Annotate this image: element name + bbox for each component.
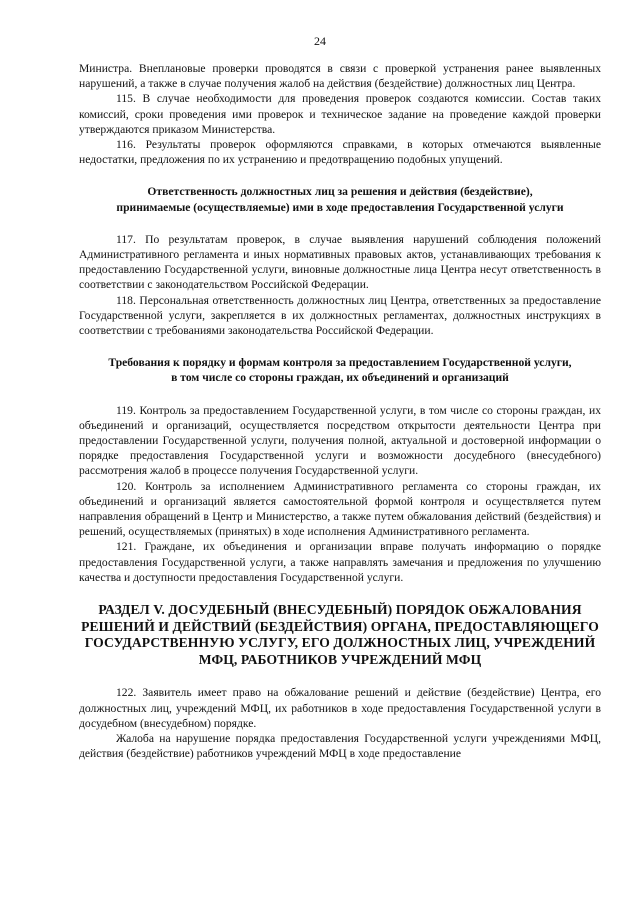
subheading-line: Ответственность должностных лиц за решения и действия (бездействие), [147, 185, 533, 199]
section-heading-v [79, 602, 601, 668]
subheading-line: принимаемые (осуществляемые) ими в ходе предоставления Государственной услуги [116, 200, 564, 214]
paragraph-122: 122. Заявитель имеет право на обжалование решений и действие (бездействие) Центра, его должностных лиц, учреждений МФЦ, их работников в ходе предоставления Государственной услуги в досудебном (внесудебном) порядке. [79, 686, 601, 730]
paragraph-121: 121. Граждане, их объединения и организации вправе получать информацию о порядке предоставления Государственной услуги, а также направлять замечания и предложения по улучшению качества и доступности предоставления Государственной услуги. [79, 540, 601, 584]
paragraph-115: 115. В случае необходимости для проведения проверок создаются комиссии. Состав таких комиссий, сроки проведения ими проверок и техническое задание на проведение каждой проверки утверждаются приказом Министерства. [79, 92, 601, 136]
section-heading-line: РАЗДЕЛ V. ДОСУДЕБНЫЙ (ВНЕСУДЕБНЫЙ) ПОРЯДОК ОБЖАЛОВАНИЯ [98, 602, 582, 618]
paragraph-117: 117. По результатам проверок, в случае выявления нарушений соблюдения положений Административного регламента и иных нормативных правовых актов, устанавливающих требования к предоставлению Государственной услуги, виновные должностные лица Центра несут ответственность в соответствии с законодательством Российской Федерации. [79, 232, 601, 292]
paragraph-complaint: Жалоба на нарушение порядка предоставления Государственной услуги учреждениями МФЦ, действия (бездействие) работников учреждений МФЦ в ходе предоставление [79, 732, 601, 761]
subheading-line: Требования к порядку и формам контроля за предоставлением Государственной услуги, [108, 356, 572, 370]
section-heading-line: ГОСУДАРСТВЕННУЮ УСЛУГУ, ЕГО ДОЛЖНОСТНЫХ ЛИЦ, УЧРЕЖДЕНИЙ [84, 635, 596, 651]
subheading-control-requirements [79, 355, 601, 385]
paragraph-119: 119. Контроль за предоставлением Государственной услуги, в том числе со стороны граждан, их объединений и организаций, осуществляется посредством открытости деятельности Центра при предоставлении Государственной услуги, получения полной, актуальной и достоверной информации о порядке предоставления Государственной услуги и возможности досудебного (внесудебного) рассмотрения жалоб в процессе получения Государственной услуги. [79, 403, 601, 478]
paragraph-continuation: Министра. Внеплановые проверки проводятся в связи с проверкой устранения ранее выявленных нарушений, а также в случае получения жалоб на действия (бездействие) должностных лиц Центра. [79, 62, 601, 91]
paragraph-118: 118. Персональная ответственность должностных лиц Центра, ответственных за предоставление Государственной услуги, закрепляется в их должностных регламентах, должностных инструкциях в соответствии с требованиями законодательства Российской Федерации. [79, 293, 601, 338]
document-body [79, 61, 601, 761]
page-number: 24 [314, 34, 326, 48]
subheading-line: в том числе со стороны граждан, их объединений и организаций [171, 371, 509, 385]
section-heading-line: РЕШЕНИЙ И ДЕЙСТВИЙ (БЕЗДЕЙСТВИЯ) ОРГАНА, ПРЕДОСТАВЛЯЮЩЕГО [81, 618, 599, 634]
subheading-responsibility [79, 184, 601, 214]
paragraph-116: 116. Результаты проверок оформляются справками, в которых отмечаются выявленные недостатки, предложения по их устранению и предотвращению подобных упущений. [79, 138, 601, 167]
paragraph-120: 120. Контроль за исполнением Административного регламента со стороны граждан, их объединений и организаций является самостоятельной формой контроля и осуществляется путем направления обращений в Центр и Министерство, а также путем обжалования действий (бездействия) и решений, осуществляемых (принятых) в ходе исполнения Административного регламента. [79, 479, 601, 539]
section-heading-line: МФЦ, РАБОТНИКОВ УЧРЕЖДЕНИЙ МФЦ [198, 651, 482, 667]
